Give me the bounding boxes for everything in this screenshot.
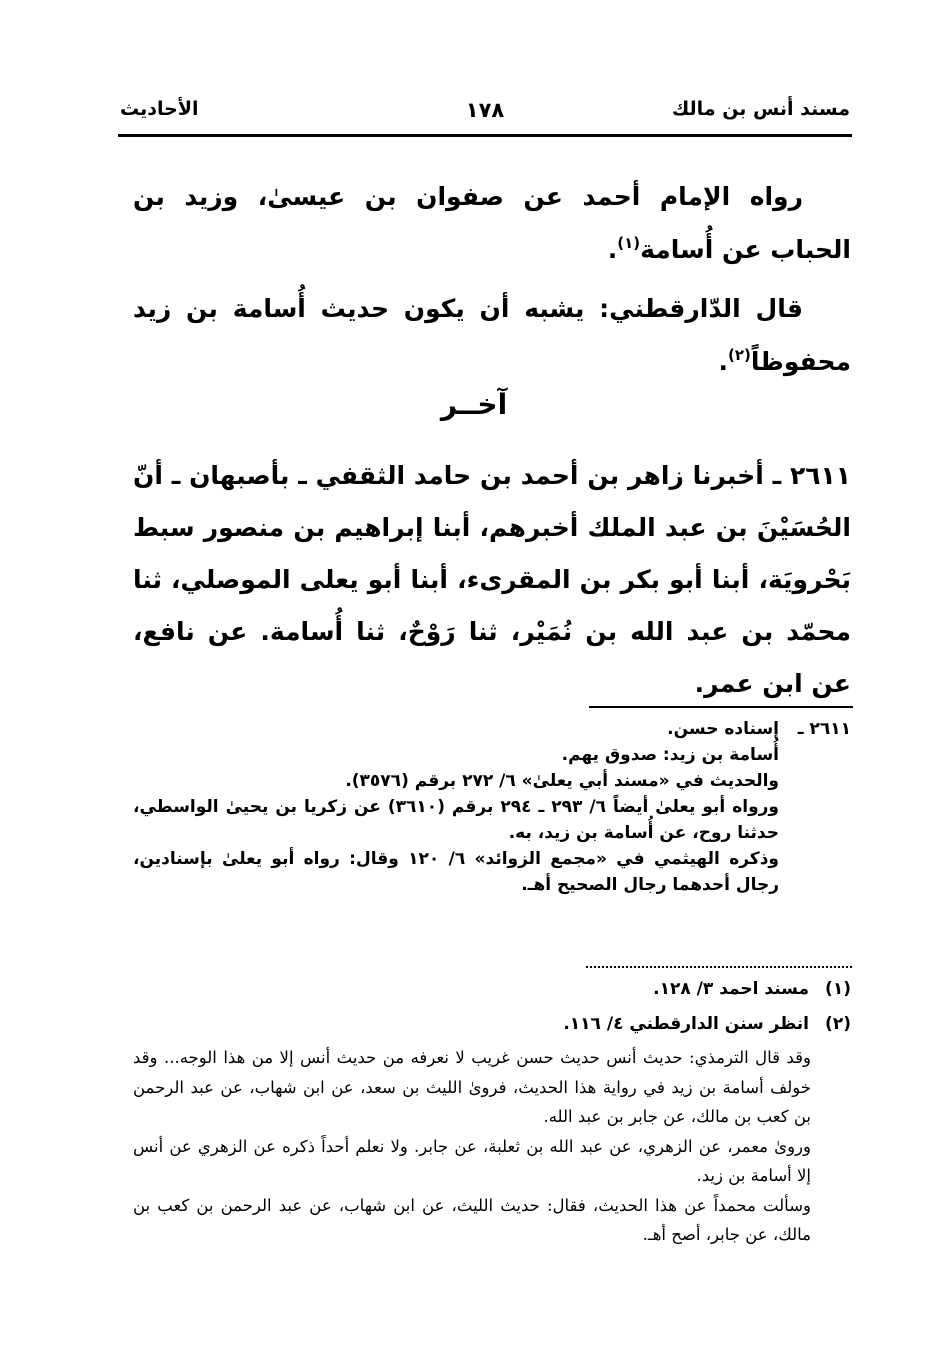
footnote-2 bbox=[133, 1011, 851, 1250]
footnote-marker: (١) bbox=[825, 979, 851, 999]
book-title: مسند أنس بن مالك bbox=[671, 98, 850, 120]
note-line: وذكره الهيثمي في «مجمع الزوائد» ٦/ ١٢٠ وقال: رواه أبو يعلىٰ بإسنادين، رجال أحدهما رجال الصحيح أهـ. bbox=[133, 849, 779, 895]
header-rule bbox=[118, 134, 852, 137]
footnote-paragraph: وقد قال الترمذي: حديث أنس حديث حسن غريب لا نعرفه من حديث أنس إلا من هذا الوجه... وقد خولف أسامة بن زيد في رواية هذا الحديث، فروىٰ الليث بن سعد، عن ابن شهاب، عن عبد الرحمن بن كعب بن مالك، عن جابر بن عبد الله. bbox=[133, 1048, 811, 1126]
footnote-ref-1[interactable]: (١) bbox=[617, 234, 641, 252]
hadith-paragraph: ٢٦١١ ـ أخبرنا زاهر بن أحمد بن حامد الثقفي ـ بأصبهان ـ أنّ الحُسَيْنَ بن عبد الملك أخبرهم، أبنا إبراهيم بن منصور سبط بَحْرويَة، أبنا أبو بكر بن المقرىء، أبنا أبو يعلى الموصلي، ثنا محمّد بن عبد الله بن نُمَيْر، ثنا رَوْحٌ، ثنا أُسامة. عن نافع، عن ابن عمر. bbox=[133, 461, 851, 698]
footnote-body bbox=[133, 1043, 811, 1250]
footnote-text: مسند احمد ٣/ ١٢٨. bbox=[653, 979, 809, 999]
footnote-text: انظر سنن الدارقطني ٤/ ١١٦. bbox=[563, 1014, 809, 1034]
footnote-paragraph: وسألت محمداً عن هذا الحديث، فقال: حديث الليث، عن ابن شهاب، عن عبد الرحمن بن كعب بن مالك، عن جابر، أصح أهـ. bbox=[133, 1195, 811, 1244]
footnote-ref-2[interactable]: (٢) bbox=[728, 346, 751, 364]
running-header bbox=[120, 98, 850, 138]
section-heading: آخــر bbox=[440, 388, 508, 421]
footnote-marker: (٢) bbox=[825, 1014, 851, 1034]
note-line: إسناده حسن. bbox=[667, 719, 779, 739]
takhrij-notes bbox=[133, 716, 851, 898]
note-line: ورواه أبو يعلىٰ أيضاً ٦/ ٢٩٣ ـ ٢٩٤ برقم (٣٦١٠) عن زكريا بن يحيىٰ الواسطي، حدثنا روح، عن أُسامة بن زيد، به. bbox=[133, 797, 779, 843]
section-name: الأحاديث bbox=[120, 98, 199, 120]
paragraph-text: قال الدّارقطني: يشبه أن يكون حديث أُسامة بن زيد محفوظاً bbox=[133, 294, 851, 376]
notes-divider bbox=[589, 706, 853, 708]
footnote-paragraph: وروىٰ معمر، عن الزهري، عن عبد الله بن ثعلبة، عن جابر. ولا نعلم أحداً ذكره عن الزهري عن أنس إلا أسامة بن زيد. bbox=[133, 1136, 811, 1185]
note-body bbox=[133, 716, 779, 898]
note-line: والحديث في «مسند أبي يعلىٰ» ٦/ ٢٧٢ برقم (٣٥٧٦). bbox=[345, 771, 779, 791]
paragraph-end: . bbox=[607, 235, 618, 264]
note-line: أُسامة بن زيد: صدوق يهم. bbox=[561, 745, 779, 765]
note-number: ٢٦١١ ـ bbox=[797, 719, 851, 739]
page-number: ١٧٨ bbox=[465, 98, 505, 122]
footnote-1 bbox=[133, 976, 851, 1002]
paragraph-daraqutni bbox=[133, 282, 851, 388]
paragraph-text: رواه الإمام أحمد عن صفوان بن عيسىٰ، وزيد بن الحباب عن أُسامة bbox=[133, 182, 851, 264]
footnotes-divider bbox=[586, 966, 852, 968]
paragraph-end: . bbox=[718, 347, 729, 376]
paragraph-narration bbox=[133, 170, 851, 276]
